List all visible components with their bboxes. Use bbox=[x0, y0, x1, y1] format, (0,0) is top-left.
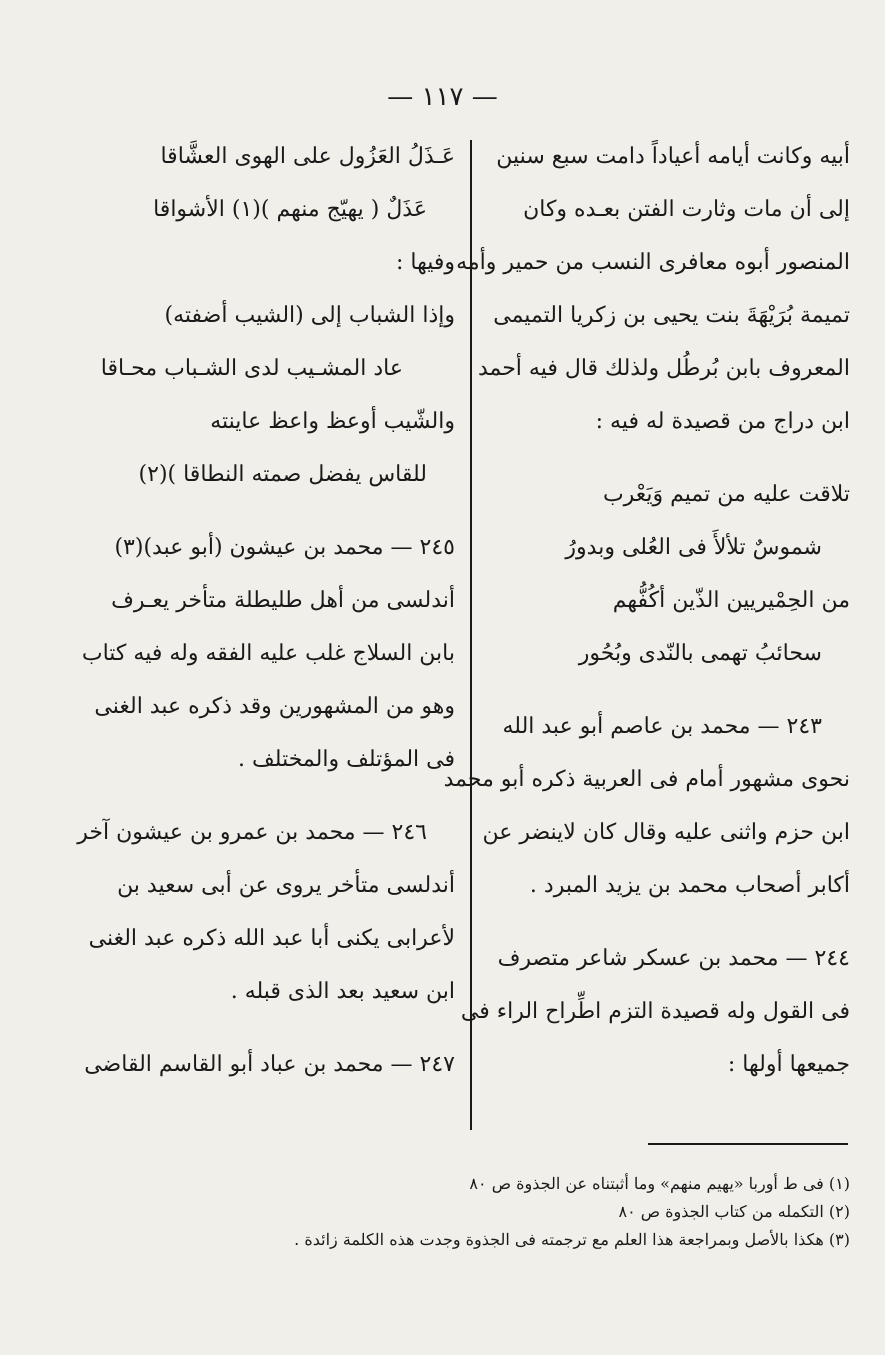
verse-line: عَـذَلُ العَزُول على الهوى العشَّاقا bbox=[160, 144, 455, 169]
footnote: (٢) التكمله من كتاب الجذوة ص ٨٠ bbox=[618, 1202, 850, 1221]
entry-heading: ٢٤٦ — محمد بن عمرو بن عيشون آخر bbox=[77, 820, 427, 845]
text-line: نحوى مشهور أمام فى العربية ذكره أبو محمد bbox=[443, 767, 850, 792]
text-line: أكابر أصحاب محمد بن يزيد المبرد . bbox=[529, 873, 850, 898]
text-line: ابن دراج من قصيدة له فيه : bbox=[595, 409, 850, 434]
text-line: جميعها أولها : bbox=[727, 1052, 850, 1077]
verse-line: عاد المشـيب لدى الشـباب محـاقا bbox=[100, 356, 403, 381]
verse-line: شموسٌ تلألأَ فى العُلى وبدورُ bbox=[565, 535, 822, 560]
footnote: (٣) هكذا بالأصل وبمراجعة هذا العلم مع ترجمته فى الجذوة وجدت هذه الكلمة زائدة . bbox=[294, 1230, 850, 1249]
text-line: وفيها : bbox=[395, 250, 455, 275]
verse-line: للقاس يفضل صمته النطاقا )(٢) bbox=[138, 462, 427, 487]
text-line: لأعرابى يكنى أبا عبد الله ذكره عبد الغنى bbox=[88, 926, 455, 951]
verse-line: عَذَلٌ ( يهيّج منهم )(١) الأشواقا bbox=[153, 197, 427, 222]
entry-heading: ٢٤٥ — محمد بن عيشون (أبو عبد)(٣) bbox=[114, 535, 455, 560]
verse-line: تلاقت عليه من تميم وَيَعْرب bbox=[602, 482, 850, 507]
text-line: تميمة بُرَيْهَةَ بنت يحيى بن زكريا التميمى bbox=[493, 303, 850, 328]
text-line: ابن حزم واثنى عليه وقال كان لاينضر عن bbox=[482, 820, 850, 845]
text-line: المنصور أبوه معافرى النسب من حمير وأمه bbox=[456, 250, 850, 275]
entry-heading: ٢٤٧ — محمد بن عباد أبو القاسم القاضى bbox=[84, 1052, 455, 1077]
text-line: فى القول وله قصيدة التزم اطِّراح الراء فى bbox=[460, 999, 850, 1024]
entry-heading: ٢٤٤ — محمد بن عسكر شاعر متصرف bbox=[497, 946, 850, 971]
text-line: أندلسى من أهل طليطلة متأخر يعـرف bbox=[111, 588, 455, 613]
footnote-rule bbox=[648, 1143, 848, 1145]
verse-line: من الحِمْيريين الذّين أكُفُّهم bbox=[612, 588, 850, 613]
text-line: وهو من المشهورين وقد ذكره عبد الغنى bbox=[94, 694, 455, 719]
footnotes bbox=[150, 1170, 850, 1254]
verse-line: وإذا الشباب إلى (الشيب أضفته) bbox=[164, 303, 455, 328]
text-line: إلى أن مات وثارت الفتن بعـده وكان bbox=[523, 197, 850, 222]
verse-line: سحائبُ تهمى بالنّدى وبُحُور bbox=[578, 641, 822, 666]
text-line: فى المؤتلف والمختلف . bbox=[238, 747, 455, 772]
right-column bbox=[443, 130, 850, 1091]
text-line: بابن السلاج غلب عليه الفقه وله فيه كتاب bbox=[81, 641, 455, 666]
page-number: — ١١٧ — bbox=[387, 82, 498, 112]
entry-heading: ٢٤٣ — محمد بن عاصم أبو عبد الله bbox=[502, 714, 822, 739]
verse-line: والشّيب أوعظ واعظ عاينته bbox=[210, 409, 455, 434]
text-line: المعروف بابن بُرطُل ولذلك قال فيه أحمد bbox=[477, 356, 850, 381]
footnote: (١) فى ط أوربا «يهيم منهم» وما أثبتناه عن الجذوة ص ٨٠ bbox=[469, 1174, 850, 1193]
text-line: أندلسى متأخر يروى عن أبى سعيد بن bbox=[117, 873, 455, 898]
text-line: أبيه وكانت أيامه أعياداً دامت سبع سنين bbox=[496, 144, 850, 169]
left-column bbox=[77, 130, 455, 1091]
text-line: ابن سعيد بعد الذى قبله . bbox=[230, 979, 455, 1004]
